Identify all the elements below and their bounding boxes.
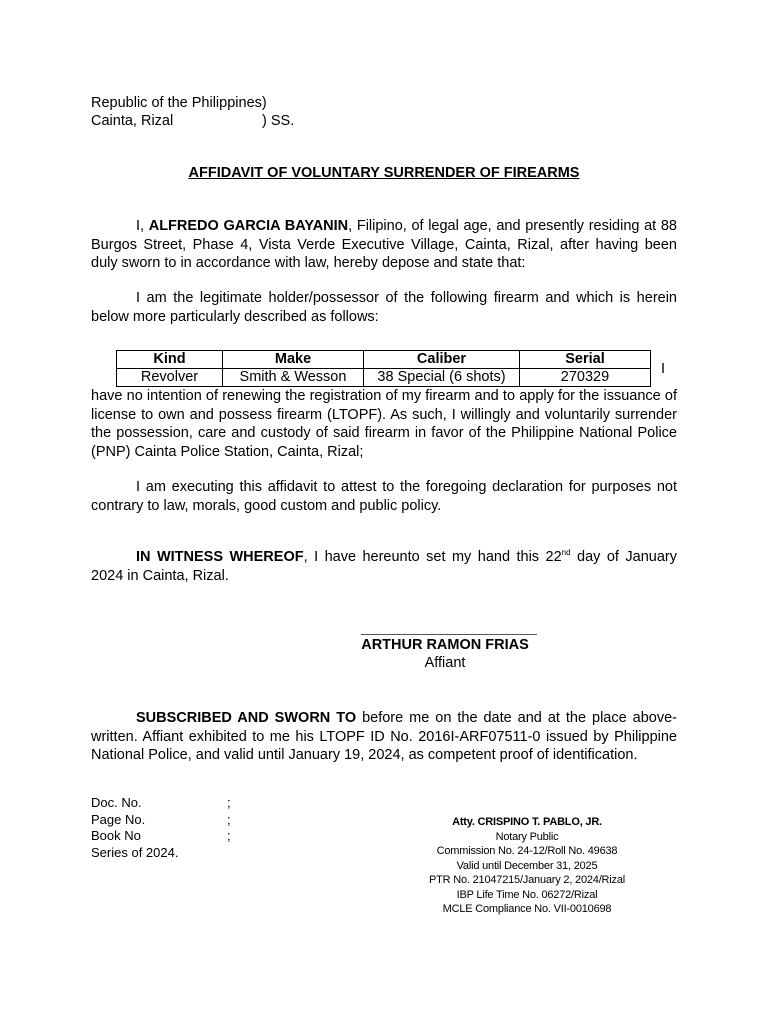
- doc-no-label: Doc. No.: [91, 795, 142, 810]
- para1-text: , Filipino, of legal age, and presently residing at 88 Burgos Street, Phase 4, Vista Verde Executive Village, Cainta, Rizal, after having been duly sworn to in accordance with law, hereby depose and state that:: [91, 218, 677, 271]
- page-no-label: Page No.: [91, 811, 146, 827]
- header-serial: Serial: [520, 351, 651, 369]
- document-title: AFFIDAVIT OF VOLUNTARY SURRENDER OF FIREARMS: [188, 165, 580, 181]
- notary-name: Atty. CRISPINO T. PABLO, JR.: [452, 816, 602, 828]
- doc-no-colon: ;: [227, 795, 231, 810]
- jurat-lead: SUBSCRIBED AND SWORN TO: [136, 710, 357, 726]
- venue-republic: Republic of the Philippines): [91, 95, 267, 111]
- firearm-table: [116, 350, 651, 387]
- doc-entry-colons: [227, 795, 231, 845]
- paragraph-holder-statement: I am the legitimate holder/possessor of the following firearm and which is herein below more particularly described as follows:: [91, 290, 677, 325]
- affiant-label: Affiant: [424, 655, 466, 671]
- signature-line: [361, 634, 537, 635]
- page-no-colon: ;: [227, 811, 231, 827]
- witness-lead: IN WITNESS WHEREOF: [136, 549, 304, 565]
- paragraph-surrender-statement: have no intention of renewing the registration of my firearm and to apply for the issuance of license to own and possess firearm (LTOPF). As such, I willingly and voluntarily surrender the possession, care and custody of said firearm in favor of the Philippine National Police (PNP) Cainta Police Station, Cainta, Rizal;: [91, 388, 677, 460]
- cell-kind: Revolver: [117, 369, 223, 387]
- book-no-colon: ;: [227, 828, 231, 843]
- firearm-table-header-row: [117, 351, 651, 369]
- doc-entries: [91, 795, 178, 861]
- paragraph-jurat: [91, 709, 677, 765]
- cell-caliber: 38 Special (6 shots): [364, 369, 520, 387]
- notary-title: Notary Public: [495, 830, 559, 843]
- header-make: Make: [223, 351, 364, 369]
- paragraph-witness-line1: [91, 548, 677, 567]
- table-row: [117, 369, 651, 387]
- witness-text: , I have hereunto set my hand this 22: [303, 549, 562, 565]
- cell-serial: 270329: [520, 369, 651, 387]
- notary-valid-until: Valid until December 31, 2025: [456, 859, 598, 872]
- witness-day-suffix: nd: [561, 548, 571, 557]
- header-kind: Kind: [117, 351, 223, 369]
- para3-start-word: I: [661, 361, 666, 377]
- notary-commission: Commission No. 24-12/Roll No. 49638: [436, 845, 618, 857]
- book-no-label: Book No: [91, 828, 141, 843]
- header-caliber: Caliber: [364, 351, 520, 369]
- notary-mcle: MCLE Compliance No. VII-0010698: [442, 903, 612, 915]
- series-label: Series of 2024.: [91, 844, 179, 860]
- witness-text-2: day of January: [570, 549, 677, 565]
- paragraph-affiant-identity: [91, 217, 677, 273]
- notary-block: [400, 815, 654, 917]
- paragraph-purpose: I am executing this affidavit to attest to the foregoing declaration for purposes not contrary to law, morals, good custom and public policy.: [91, 479, 677, 514]
- jurat-text: before me on the date and at the place above-written. Affiant exhibited to me his LTOPF ID No. 2016I-ARF07511-0 issued by Philippine National Police, and valid until January 19, 2024, as competent proof of identification.: [91, 710, 677, 763]
- notary-ptr: PTR No. 21047215/January 2, 2024/Rizal: [428, 874, 626, 886]
- affiant-name: ARTHUR RAMON FRIAS: [361, 637, 529, 653]
- venue-ss: ) SS.: [262, 113, 295, 129]
- notary-ibp: IBP Life Time No. 06272/Rizal: [456, 888, 598, 901]
- cell-make: Smith & Wesson: [223, 369, 364, 387]
- para1-prefix: I,: [136, 218, 149, 234]
- affiant-principal-name: ALFREDO GARCIA BAYANIN: [148, 218, 349, 234]
- paragraph-witness-line2: 2024 in Cainta, Rizal.: [91, 568, 229, 584]
- venue-place: Cainta, Rizal: [91, 113, 174, 129]
